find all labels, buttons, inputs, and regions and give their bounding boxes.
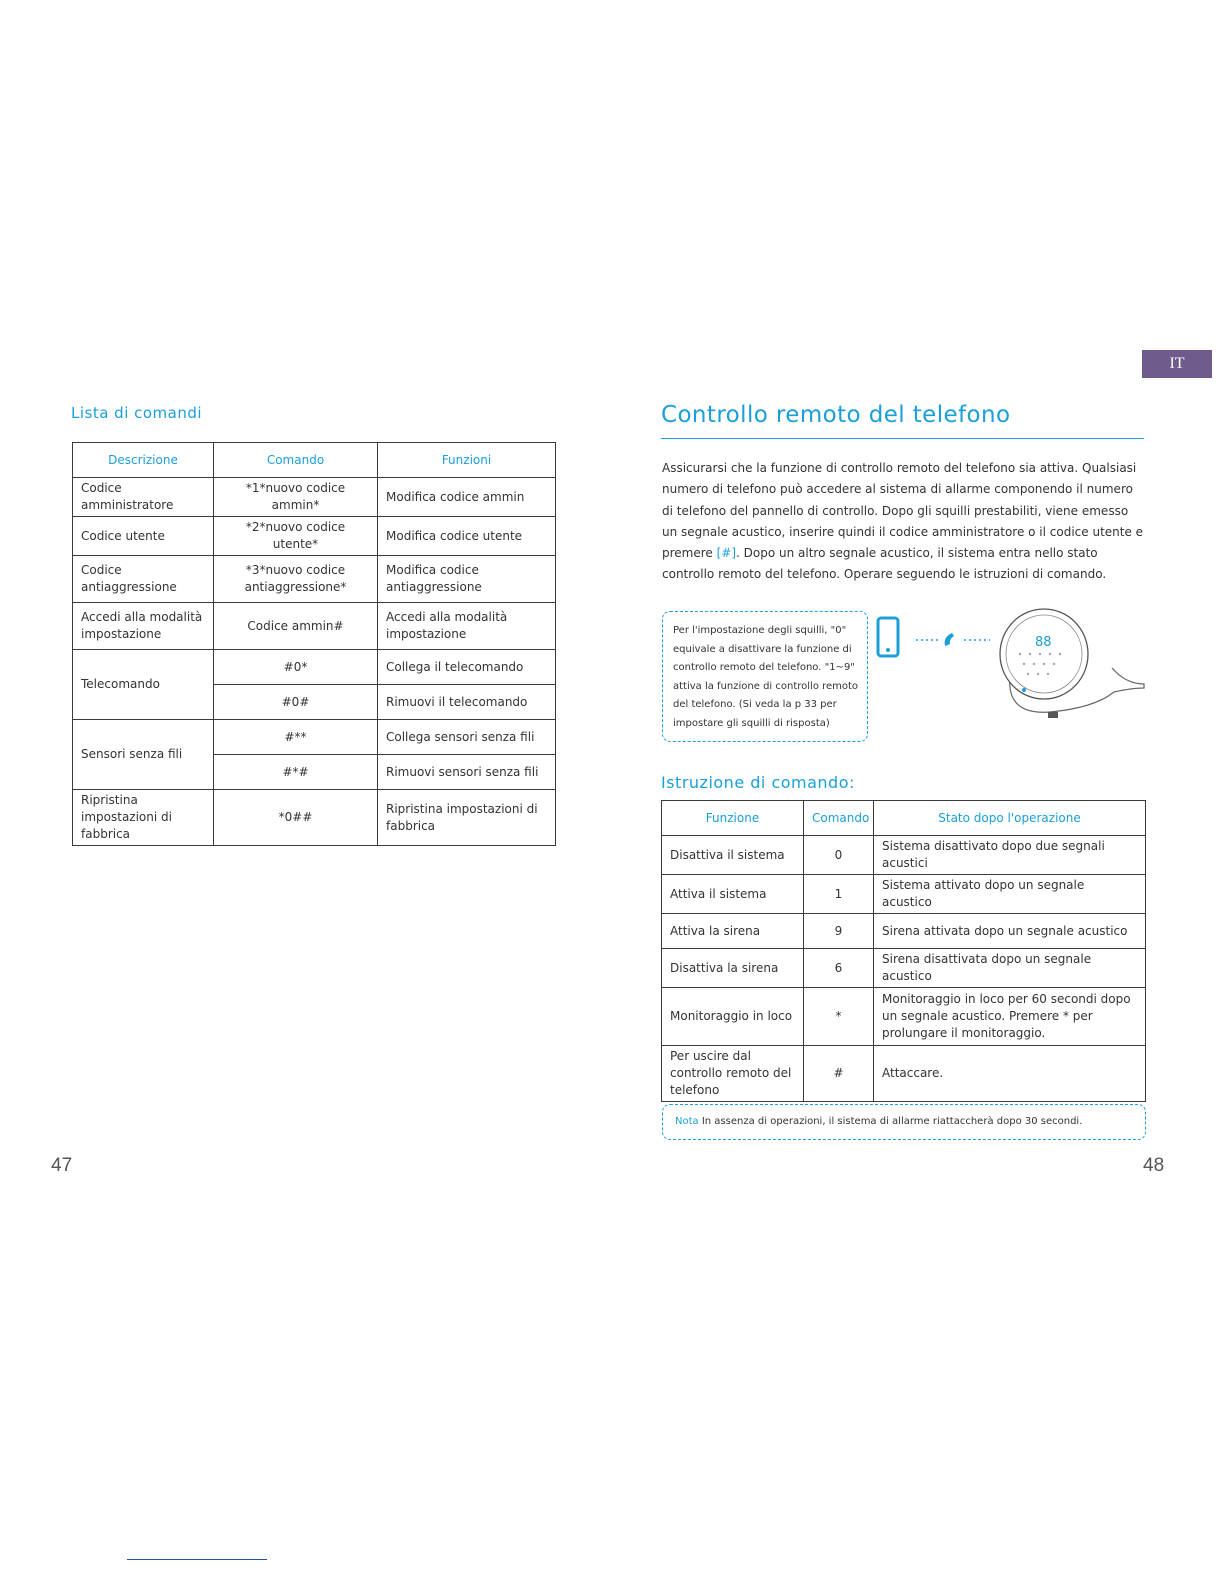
- row-desc: Ripristina impostazioni di fabbrica: [73, 790, 214, 846]
- row-cmd: Codice ammin#: [214, 603, 378, 650]
- row-cmd: #: [804, 1046, 874, 1102]
- row-desc: Accedi alla modalità impostazione: [73, 603, 214, 650]
- device-display-digits: 88: [1035, 635, 1052, 650]
- row-func: Accedi alla modalità impostazione: [378, 603, 556, 650]
- table-header-row: [73, 443, 556, 478]
- page-number-left: 47: [51, 1155, 73, 1176]
- row-func: Attiva il sistema: [662, 875, 804, 914]
- row-state: Sistema attivato dopo un segnale acustico: [874, 875, 1146, 914]
- row-state: Attaccare.: [874, 1046, 1146, 1102]
- intro-text-end: . Dopo un altro segnale acustico, il sistema entra nello stato controllo remoto del telefono. Operare seguendo le istruzioni di comando.: [662, 546, 1107, 582]
- row-cmd: *: [804, 988, 874, 1046]
- header-comando: Comando: [214, 443, 378, 478]
- smartphone-icon: [878, 618, 898, 656]
- row-desc: Codice antiaggressione: [73, 556, 214, 603]
- row-state: Sirena disattivata dopo un segnale acustico: [874, 949, 1146, 988]
- table-row: [662, 914, 1146, 949]
- row-func: Disattiva il sistema: [662, 836, 804, 875]
- hash-key: [#]: [716, 546, 737, 561]
- table-row: [73, 790, 556, 846]
- title-underline: [661, 438, 1144, 439]
- phone-control-table: [661, 800, 1146, 1102]
- header-descrizione: Descrizione: [73, 443, 214, 478]
- language-tab: IT: [1142, 350, 1212, 378]
- table-row: [662, 949, 1146, 988]
- row-desc: Codice amministratore: [73, 478, 214, 517]
- alarm-panel-device: [1000, 609, 1144, 718]
- intro-text-start: Assicurarsi che la funzione di controllo remoto del telefono sia attiva. Qualsiasi numero di telefono può accedere al sistema di allarme componendo il numero di telefono del pannello di controllo. Dopo gli squilli prestabiliti, viene emesso un segnale acustico, inserire quindi il codice amministratore o il codice utente e premere: [662, 461, 1144, 561]
- row-cmd: 9: [804, 914, 874, 949]
- header-comando: Comando: [804, 801, 874, 836]
- ring-setting-note-text: Per l'impostazione degli squilli, "0" equivale a disattivare la funzione di controllo remoto del telefono. "1~9" attiva la funzione di controllo remoto del telefono. (Si veda la p 33 per impostare gli squilli di risposta): [673, 625, 859, 729]
- row-cmd: *0##: [214, 790, 378, 846]
- row-cmd: #0#: [214, 685, 378, 720]
- row-func: Modifica codice antiaggressione: [378, 556, 556, 603]
- row-func: Monitoraggio in loco: [662, 988, 804, 1046]
- row-cmd: 0: [804, 836, 874, 875]
- row-cmd: *1*nuovo codice ammin*: [214, 478, 378, 517]
- row-func: Disattiva la sirena: [662, 949, 804, 988]
- timeout-note: [662, 1104, 1146, 1140]
- row-cmd: 1: [804, 875, 874, 914]
- note-text: In assenza di operazioni, il sistema di allarme riattaccherà dopo 30 secondi.: [701, 1116, 1083, 1127]
- row-func: Rimuovi il telecomando: [378, 685, 556, 720]
- row-func: Modifica codice ammin: [378, 478, 556, 517]
- page-title: Controllo remoto del telefono: [661, 402, 1011, 428]
- row-state: Monitoraggio in loco per 60 secondi dopo un segnale acustico. Premere * per prolungare il monitoraggio.: [874, 988, 1146, 1046]
- header-funzione: Funzione: [662, 801, 804, 836]
- row-func: Ripristina impostazioni di fabbrica: [378, 790, 556, 846]
- table-row: [662, 988, 1146, 1046]
- header-funzioni: Funzioni: [378, 443, 556, 478]
- table-row: [73, 650, 556, 685]
- bottom-divider: [127, 1559, 267, 1560]
- row-desc: Sensori senza fili: [73, 720, 214, 790]
- row-func: Rimuovi sensori senza fili: [378, 755, 556, 790]
- table-row: [73, 603, 556, 650]
- row-cmd: 6: [804, 949, 874, 988]
- phone-to-panel-illustration: [872, 604, 1152, 724]
- row-state: Sistema disattivato dopo due segnali acustici: [874, 836, 1146, 875]
- page-number-right: 48: [1143, 1155, 1165, 1176]
- row-cmd: #0*: [214, 650, 378, 685]
- ring-setting-note: [662, 611, 868, 742]
- table-row: [662, 1046, 1146, 1102]
- table-row: [73, 478, 556, 517]
- table-row: [73, 556, 556, 603]
- row-cmd: *3*nuovo codice antiaggressione*: [214, 556, 378, 603]
- table-row: [73, 517, 556, 556]
- table-header-row: [662, 801, 1146, 836]
- row-desc: Telecomando: [73, 650, 214, 720]
- header-stato: Stato dopo l'operazione: [874, 801, 1146, 836]
- row-func: Modifica codice utente: [378, 517, 556, 556]
- row-func: Collega sensori senza fili: [378, 720, 556, 755]
- intro-paragraph: [662, 458, 1144, 586]
- row-desc: Codice utente: [73, 517, 214, 556]
- row-cmd: *2*nuovo codice utente*: [214, 517, 378, 556]
- row-func: Attiva la sirena: [662, 914, 804, 949]
- row-state: Sirena attivata dopo un segnale acustico: [874, 914, 1146, 949]
- row-cmd: #*#: [214, 755, 378, 790]
- row-cmd: #**: [214, 720, 378, 755]
- note-label: Nota: [675, 1116, 699, 1127]
- row-func: Per uscire dal controllo remoto del telefono: [662, 1046, 804, 1102]
- command-list-table: [72, 442, 556, 846]
- handset-icon: [945, 633, 954, 646]
- command-list-title: Lista di comandi: [71, 404, 203, 422]
- command-instruction-title: Istruzione di comando:: [661, 773, 855, 792]
- table-row: [662, 836, 1146, 875]
- table-row: [662, 875, 1146, 914]
- table-row: [73, 720, 556, 755]
- row-func: Collega il telecomando: [378, 650, 556, 685]
